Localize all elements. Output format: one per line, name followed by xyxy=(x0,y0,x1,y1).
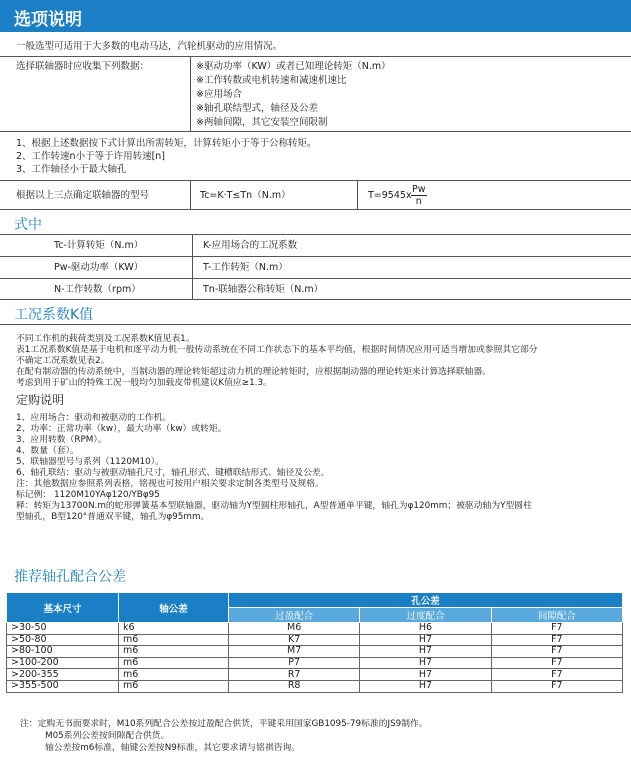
cell-clearance: F7 xyxy=(491,657,622,669)
section-title-where: 式中 xyxy=(14,217,42,233)
kfactor-line: 不确定工况系数见表2。 xyxy=(16,356,110,366)
section-title-tolerance: 推荐轴孔配合公差 xyxy=(14,569,126,585)
divider xyxy=(0,180,631,181)
cell-interference: K7 xyxy=(229,634,360,646)
cell-transition: H7 xyxy=(360,634,491,646)
divider xyxy=(0,234,631,235)
table-row xyxy=(7,634,623,646)
order-line: 2、功率：正常功率（kw），最大功率（kw）或转矩。 xyxy=(16,424,227,434)
order-line: 5、联轴器型号与系列（1120M10）。 xyxy=(16,457,164,467)
intro-text: 一般选型可适用于大多数的电动马达，汽轮机驱动的应用情况。 xyxy=(16,41,283,52)
formula-numerator: Pw xyxy=(412,184,426,195)
step-item: 1、根据上述数据按下式计算出所需转矩，计算转矩小于等于公称转矩。 xyxy=(16,138,317,149)
divider xyxy=(0,299,631,300)
cell-shaft: m6 xyxy=(119,669,229,681)
page-title: 选项说明 xyxy=(14,10,82,30)
cell-size: >30-50 xyxy=(7,623,119,635)
note-line: M05系列公差按间隙配合供货。 xyxy=(45,731,170,741)
divider xyxy=(0,209,631,210)
order-line: 1、应用场合：驱动和被驱动的工作机。 xyxy=(16,413,172,423)
order-line: 注：其他数据应参照系列表格，铭视也可按用户相关要求定制各类型号及规格。 xyxy=(16,479,324,489)
order-title: 定购说明 xyxy=(16,393,65,407)
collect-item: ※驱动功率（KW）或者已知理论转矩（N.m） xyxy=(196,61,391,72)
collect-item: ※应用场合 xyxy=(196,89,242,100)
cell-clearance: F7 xyxy=(491,646,622,658)
header-bar xyxy=(0,0,631,32)
section-title-kfactor: 工况系数K值 xyxy=(14,307,94,323)
divider xyxy=(0,278,631,279)
col-header-clearance: 间隙配合 xyxy=(491,608,622,623)
collect-label: 选择联轴器时应收集下列数据： xyxy=(16,61,150,72)
formula-denominator: n xyxy=(415,196,422,207)
cell-size: >80-100 xyxy=(7,646,119,658)
cell-size: >200-355 xyxy=(7,669,119,681)
col-header-shaft: 轴公差 xyxy=(119,593,229,623)
table-row xyxy=(7,623,623,635)
col-header-size: 基本尺寸 xyxy=(7,593,119,623)
cell-transition: H6 xyxy=(360,623,491,635)
collect-item: ※轴孔联结型式，轴径及公差 xyxy=(196,103,318,114)
where-term: N-工作转数（rpm） xyxy=(54,284,141,295)
cell-interference: P7 xyxy=(229,657,360,669)
where-term: Pw-驱动功率（KW） xyxy=(54,262,144,273)
divider xyxy=(0,324,631,325)
cell-clearance: F7 xyxy=(491,634,622,646)
cell-shaft: m6 xyxy=(119,634,229,646)
col-header-hole: 孔公差 xyxy=(229,593,623,608)
formula-tc: Tc=K·T≤Tn（N.m） xyxy=(200,190,291,201)
collect-item: ※工作转数或电机转速和减速机速比 xyxy=(196,75,347,86)
cell-shaft: m6 xyxy=(119,657,229,669)
cell-interference: R7 xyxy=(229,669,360,681)
formula-t-prefix: T=9545x xyxy=(368,190,412,201)
collect-item: ※两轴间隙，其它安装空间限制 xyxy=(196,117,328,128)
cell-interference: M6 xyxy=(229,623,360,635)
divider xyxy=(0,256,631,257)
formula-divider xyxy=(190,181,191,209)
step-item: 2、工作转速n小于等于许用转速[n] xyxy=(16,151,165,162)
order-line: 3、应用转数（RPM）。 xyxy=(16,435,107,445)
step-item: 3、工作轴径小于最大轴孔 xyxy=(16,164,127,175)
order-line: 标记例： 1120M10YAφ120/YBφ95 xyxy=(16,490,160,500)
tolerance-table xyxy=(6,592,623,693)
formula-divider xyxy=(357,181,358,209)
divider xyxy=(0,56,631,57)
cell-interference: R8 xyxy=(229,680,360,692)
table-row xyxy=(7,646,623,658)
cell-size: >100-200 xyxy=(7,657,119,669)
note-line: 注：定购无书面要求时，M10系列配合公差按过盈配合供货，平键采用国家GB1095-79标准的JS9制作。 xyxy=(20,719,428,729)
divider xyxy=(0,131,631,132)
order-line: 释：转矩为13700N.m的蛇形弹簧基本型联轴器，驱动轴为Y型圆柱形轴孔，A型普通单平键，轴孔为φ120mm；被驱动轴为Y型圆柱 xyxy=(16,501,532,511)
cell-clearance: F7 xyxy=(491,680,622,692)
kfactor-line: 考虑到用于矿山的特殊工况一般均匀加载皮带机建议K值应≥1.3。 xyxy=(16,378,272,388)
cell-size: >355-500 xyxy=(7,680,119,692)
cell-shaft: k6 xyxy=(119,623,229,635)
where-term: Tc-计算转矩（N.m） xyxy=(54,240,144,251)
order-line: 4、数量（套）。 xyxy=(16,446,79,456)
note-line: 轴公差按m6标准，轴键公差按N9标准，其它要求请与铭祺咨询。 xyxy=(45,743,301,753)
cell-clearance: F7 xyxy=(491,623,622,635)
where-term: T-工作转矩（N.m） xyxy=(203,262,288,273)
where-divider xyxy=(192,234,193,299)
table-row xyxy=(7,680,623,692)
kfactor-line: 在配有制动器的传动系统中，当制动器的理论转矩超过动力机的理论转矩时，应根据制动器的理论转矩来计算选择联轴器。 xyxy=(16,367,492,377)
cell-interference: M7 xyxy=(229,646,360,658)
kfactor-line: 表1工况系数K值是基于电机和逐平动力机一般传动系统在不同工作状态下的基本平均值，根据时间情况应用可适当增加或参照其它部分 xyxy=(16,345,538,355)
cell-shaft: m6 xyxy=(119,680,229,692)
kfactor-line: 不同工作机的载荷类别及工况系数K值见表1。 xyxy=(16,334,195,344)
where-term: Tn-联轴器公称转矩（N.m） xyxy=(203,284,324,295)
cell-clearance: F7 xyxy=(491,669,622,681)
collect-divider xyxy=(190,57,191,131)
cell-transition: H7 xyxy=(360,657,491,669)
table-row xyxy=(7,669,623,681)
formula-label: 根据以上三点确定联轴器的型号 xyxy=(16,190,150,201)
cell-size: >50-80 xyxy=(7,634,119,646)
cell-shaft: m6 xyxy=(119,646,229,658)
order-line: 型轴孔，B型120°普通双平键，轴孔为φ95mm。 xyxy=(16,512,210,522)
cell-transition: H7 xyxy=(360,646,491,658)
col-header-interference: 过盈配合 xyxy=(229,608,360,623)
formula-fraction xyxy=(411,184,427,207)
order-line: 6、轴孔联结：驱动与被驱动轴孔尺寸，轴孔形式、键槽联结形式、轴径及公差。 xyxy=(16,468,330,478)
col-header-transition: 过度配合 xyxy=(360,608,491,623)
cell-transition: H7 xyxy=(360,669,491,681)
table-row xyxy=(7,657,623,669)
cell-transition: H7 xyxy=(360,680,491,692)
where-term: K-应用场合的工况系数 xyxy=(203,240,298,251)
